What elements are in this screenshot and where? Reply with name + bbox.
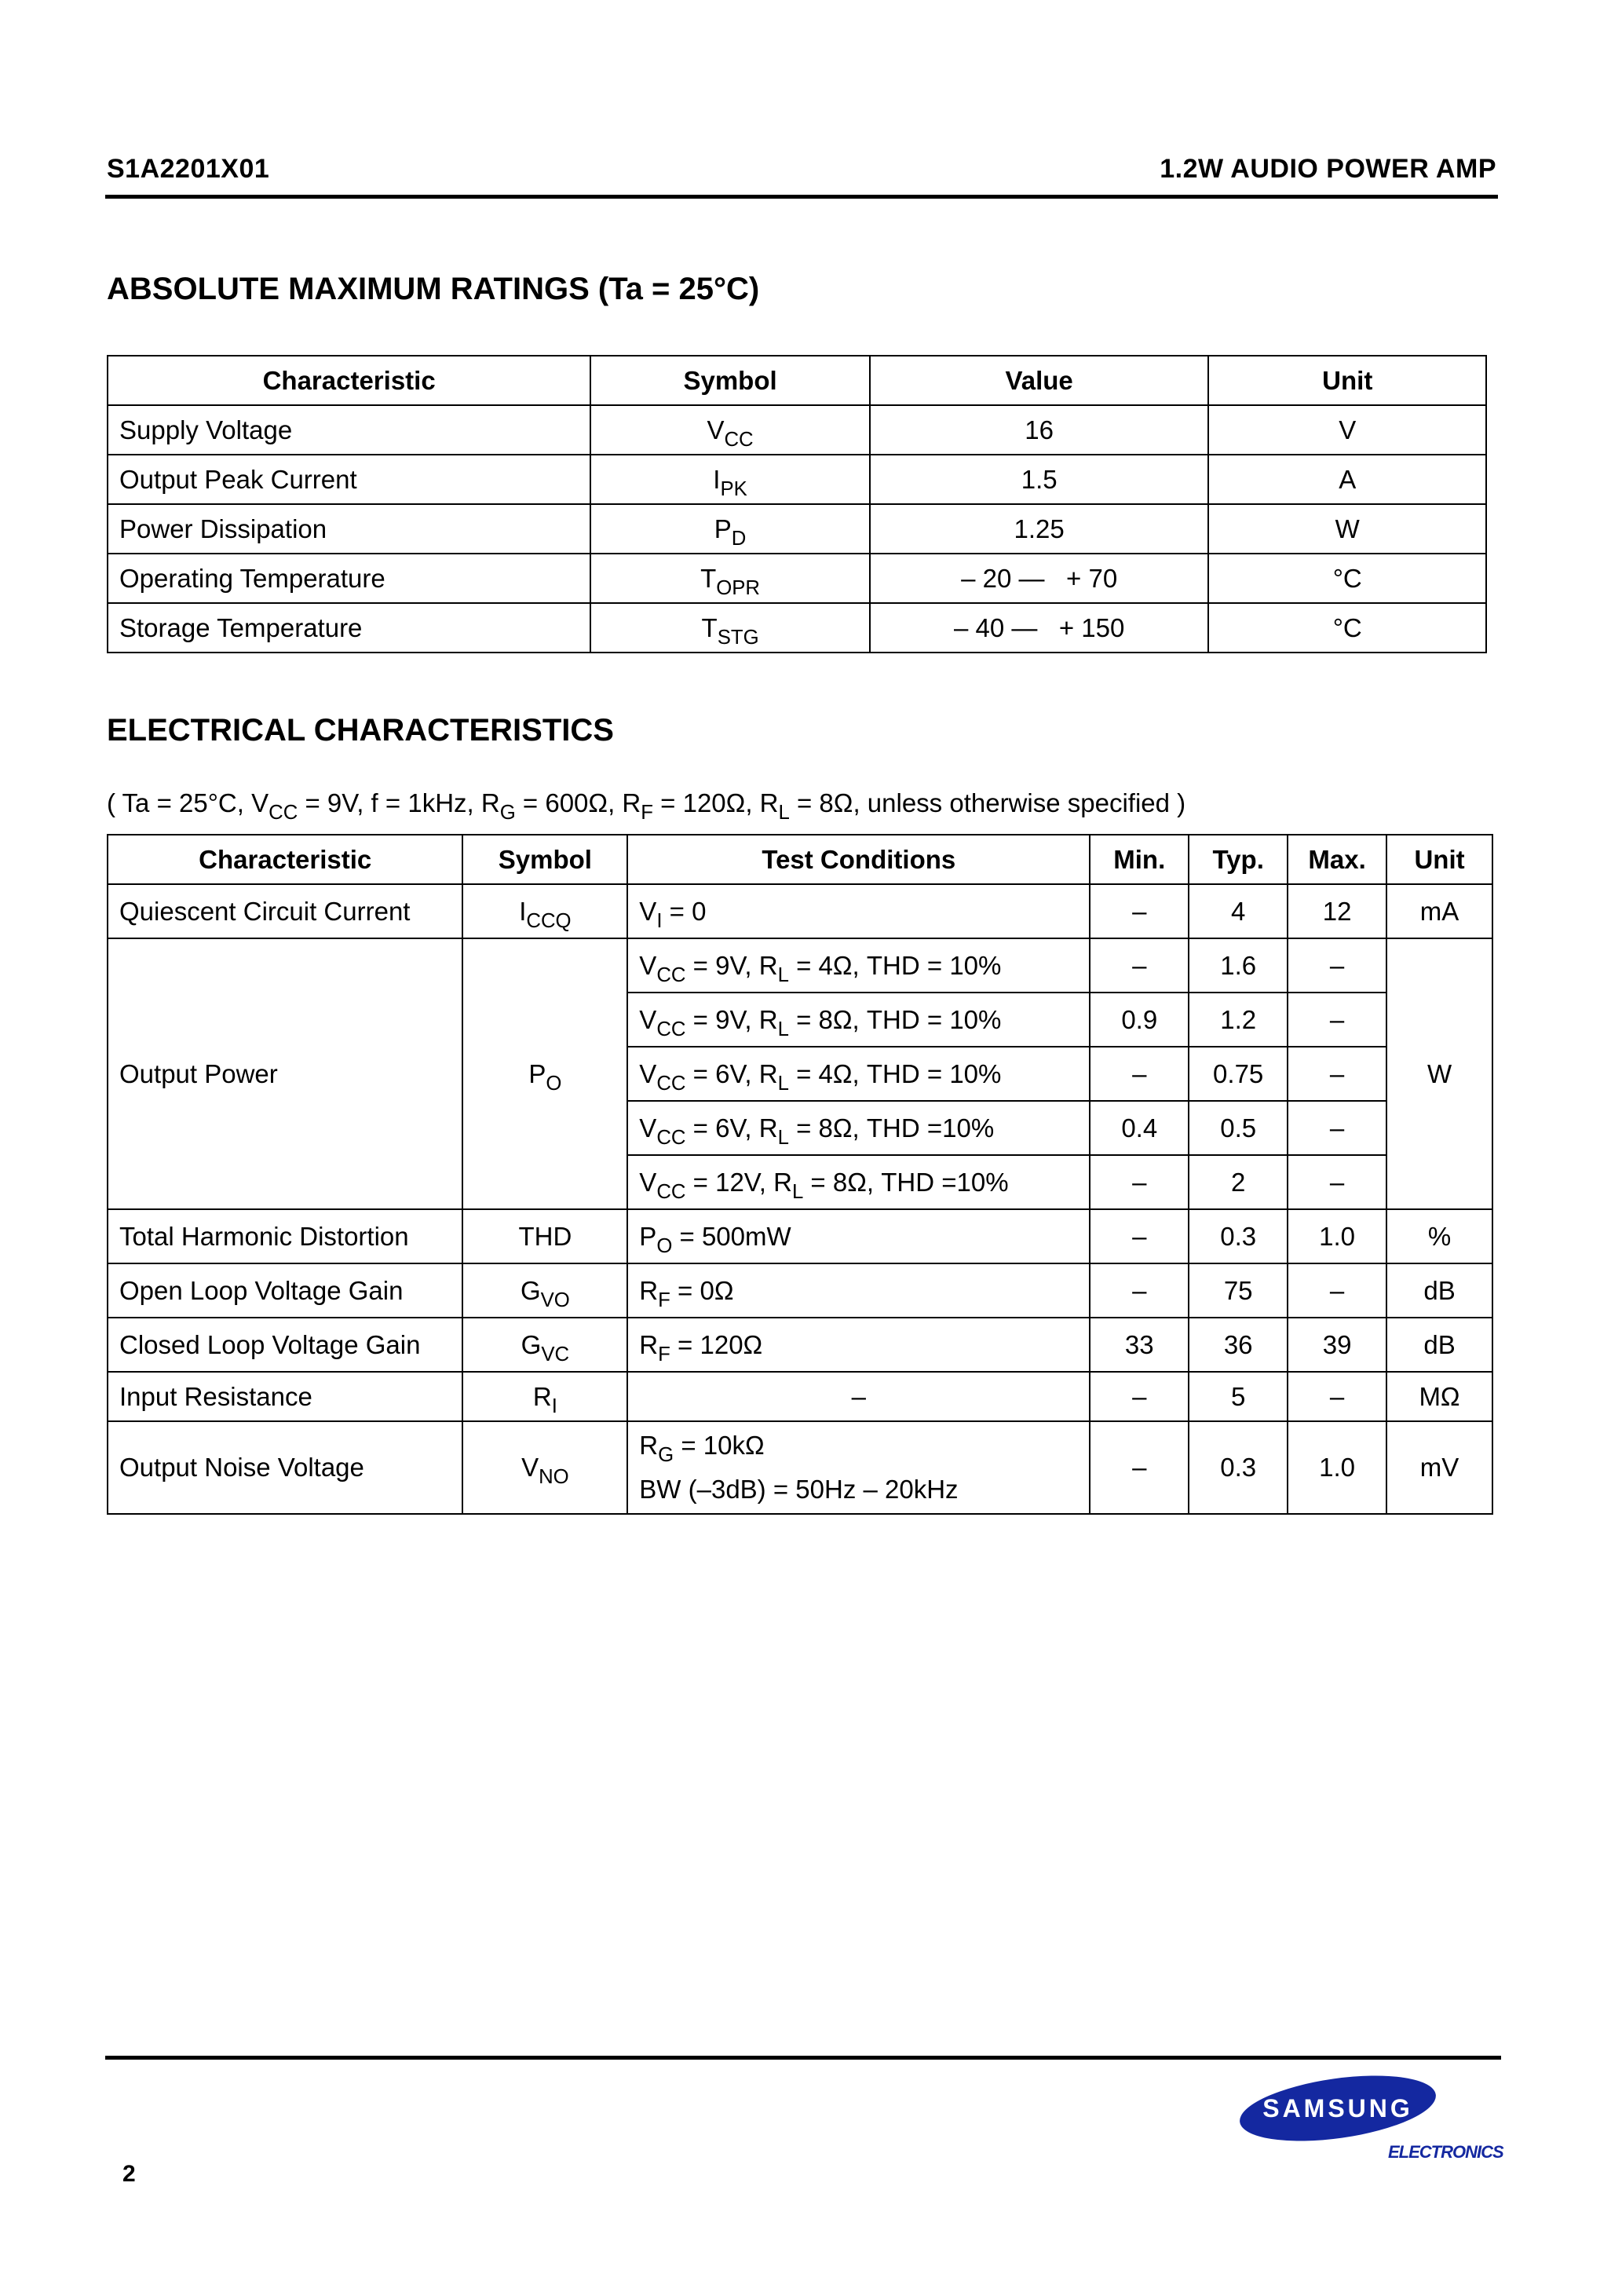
col-header: Characteristic [108,356,590,405]
max-cell: 1.0 [1288,1421,1386,1514]
symbol-main: R [532,1381,552,1411]
symbol-main: V [707,415,725,444]
cond-text: = 4Ω, THD = 10% [788,1058,1002,1088]
cond-text: = 12V, R [685,1167,792,1197]
symbol-main: T [701,612,718,642]
condition-cell [627,884,1090,938]
symbol-main: I [519,896,527,926]
symbol-cell: THD [462,1209,627,1263]
max-cell: – [1288,1047,1386,1101]
max-cell: – [1288,1263,1386,1318]
value-cell: 1.5 [870,455,1209,504]
logo-text: SAMSUNG [1262,2094,1413,2122]
logo-subtitle: ELECTRONICS [1388,2142,1503,2162]
col-header: Symbol [590,356,870,405]
characteristic-cell: Total Harmonic Distortion [108,1209,462,1263]
condition-cell: $V_{CC} = 9V$, $R_L = 4\Omega$, THD = 10% [627,938,1090,993]
max-cell: – [1288,993,1386,1047]
symbol-sub: I [551,1395,557,1417]
characteristic-cell: Output Noise Voltage [108,1421,462,1514]
min-cell: – [1090,1372,1189,1421]
max-cell: – [1288,1155,1386,1209]
min-cell: – [1090,884,1189,938]
cond-text: = 8Ω, THD =10% [788,1113,995,1143]
cond-sub: CC [269,802,298,824]
unit-cell: A [1208,455,1486,504]
table-row [108,554,1486,603]
table-row [108,1318,1492,1372]
table-row [108,603,1486,653]
table-header-row [108,356,1486,405]
cond-text: R [639,1431,659,1460]
cond-text: ( Ta = 25°C, V [107,788,269,817]
symbol-main: T [700,563,717,593]
unit-cell: W [1386,938,1492,1209]
col-header: Typ. [1189,835,1288,884]
unit-cell: °C [1208,554,1486,603]
col-header: Characteristic [108,835,462,884]
col-header: Max. [1288,835,1386,884]
table-row [108,405,1486,455]
table-row [108,884,1492,938]
table-row [108,1263,1492,1318]
symbol-cell [590,405,870,455]
symbol-sub: VC [541,1343,570,1366]
characteristic-cell: Closed Loop Voltage Gain [108,1318,462,1372]
symbol-sub: D [731,527,747,550]
cond-sub: G [658,1444,674,1466]
condition-cell [627,1318,1090,1372]
symbol-cell [462,938,627,1209]
symbol-sub: OPR [716,576,761,599]
symbol-cell [590,504,870,554]
value-cell: – 20 — + 70 [870,554,1209,603]
cond-text: = 9V, R [685,1004,778,1034]
condition-cell [627,1209,1090,1263]
symbol-sub: NO [539,1466,569,1488]
value-cell: 1.25 [870,504,1209,554]
header-rule [105,195,1498,199]
cond-text: = 8Ω, THD =10% [803,1167,1009,1197]
typ-cell: 0.3 [1189,1421,1288,1514]
typ-cell: 36 [1189,1318,1288,1372]
cond-sub: I [656,909,663,932]
col-header: Value [870,356,1209,405]
footer-rule [105,2056,1501,2060]
cond-text: = 10kΩ [674,1431,765,1460]
cond-text: = 600Ω, R [515,788,641,817]
symbol-cell [590,603,870,653]
symbol-main: G [520,1275,541,1305]
abs-max-title: ABSOLUTE MAXIMUM RATINGS (Ta = 25°C) [107,272,760,306]
characteristic-cell: Output Power [108,938,462,1209]
typ-cell: 4 [1189,884,1288,938]
unit-cell: mA [1386,884,1492,938]
cond-text: = 0 [662,896,707,926]
cond-line [639,1424,1078,1468]
unit-cell: V [1208,405,1486,455]
symbol-cell [462,884,627,938]
condition-cell: – [627,1372,1090,1421]
unit-cell: °C [1208,603,1486,653]
product-title: 1.2W AUDIO POWER AMP [1160,154,1496,184]
table-row [108,504,1486,554]
symbol-sub: CCQ [526,909,572,932]
min-cell: 0.4 [1090,1101,1189,1155]
min-cell: – [1090,1047,1189,1101]
unit-cell: MΩ [1386,1372,1492,1421]
characteristic-cell: Power Dissipation [108,504,590,554]
cond-sub: F [658,1343,670,1366]
value-cell: – 40 — + 150 [870,603,1209,653]
condition-cell: $V_{CC} = 12V$, $R_L = 8\Omega$, THD =10% [627,1155,1090,1209]
min-cell: – [1090,1263,1189,1318]
symbol-cell [462,1263,627,1318]
col-header: Min. [1090,835,1189,884]
table-row [108,1372,1492,1421]
cond-text: = 8Ω, unless otherwise specified ) [789,788,1186,817]
cond-sub: F [658,1289,670,1311]
cond-sub: O [656,1234,673,1257]
characteristic-cell: Quiescent Circuit Current [108,884,462,938]
cond-sub: G [499,802,516,824]
cond-text: V [639,896,657,926]
max-cell: – [1288,938,1386,993]
min-cell: – [1090,1421,1189,1514]
characteristic-cell: Output Peak Current [108,455,590,504]
unit-cell: % [1386,1209,1492,1263]
cond-text: = 0Ω [670,1275,734,1305]
max-cell: 12 [1288,884,1386,938]
table-row [108,1421,1492,1514]
symbol-sub: STG [717,626,759,649]
symbol-cell [462,1318,627,1372]
cond-text: = 120Ω [670,1329,763,1359]
condition-cell: $V_{CC} = 6V$, $R_L = 8\Omega$, THD =10% [627,1101,1090,1155]
page-number: 2 [122,2161,136,2187]
cond-text: R [639,1275,659,1305]
unit-cell: dB [1386,1263,1492,1318]
part-number: S1A2201X01 [107,154,270,184]
cond-text: = 9V, f = 1kHz, R [298,788,500,817]
table-row [108,938,1492,993]
cond-text: P [639,1221,657,1251]
min-cell: 0.9 [1090,993,1189,1047]
typ-cell: 75 [1189,1263,1288,1318]
symbol-main: G [521,1329,542,1359]
max-cell: 1.0 [1288,1209,1386,1263]
col-header: Symbol [462,835,627,884]
abs-max-table [107,355,1487,653]
symbol-sub: CC [724,428,754,451]
unit-cell: dB [1386,1318,1492,1372]
typ-cell: 0.5 [1189,1101,1288,1155]
characteristic-cell: Open Loop Voltage Gain [108,1263,462,1318]
typ-cell: 1.2 [1189,993,1288,1047]
symbol-cell [590,455,870,504]
col-header: Test Conditions [627,835,1090,884]
cond-sub: F [641,802,653,824]
table-row [108,455,1486,504]
symbol-sub: PK [720,477,747,500]
cond-text: = 6V, R [685,1113,778,1143]
samsung-logo [1236,2073,1440,2148]
cond-text: = 9V, R [685,950,778,980]
cond-text: = 4Ω, THD = 10% [788,950,1002,980]
symbol-cell [590,554,870,603]
unit-cell: mV [1386,1421,1492,1514]
typ-cell: 1.6 [1189,938,1288,993]
symbol-sub: VO [540,1289,570,1311]
characteristic-cell: Supply Voltage [108,405,590,455]
condition-cell: $V_{CC} = 6V$, $R_L = 4\Omega$, THD = 10% [627,1047,1090,1101]
test-conditions-note [107,788,1186,824]
condition-cell [627,1263,1090,1318]
typ-cell: 0.75 [1189,1047,1288,1101]
elec-title: ELECTRICAL CHARACTERISTICS [107,713,614,748]
table-header-row [108,835,1492,884]
max-cell: – [1288,1101,1386,1155]
col-header: Unit [1208,356,1486,405]
typ-cell: 0.3 [1189,1209,1288,1263]
characteristic-cell: Operating Temperature [108,554,590,603]
max-cell: 39 [1288,1318,1386,1372]
condition-cell [627,1421,1090,1514]
value-cell: 16 [870,405,1209,455]
symbol-main: P [714,514,732,543]
cond-text: = 6V, R [685,1058,778,1088]
condition-cell: $V_{CC} = 9V$, $R_L = 8\Omega$, THD = 10% [627,993,1090,1047]
col-header: Unit [1386,835,1492,884]
electrical-table [107,834,1493,1515]
symbol-cell [462,1421,627,1514]
cond-text: = 120Ω, R [652,788,779,817]
cond-text: = 500mW [672,1221,791,1251]
cond-sub: L [778,802,790,824]
symbol-cell [462,1372,627,1421]
symbol-main: I [713,464,721,494]
typ-cell: 2 [1189,1155,1288,1209]
characteristic-cell: Input Resistance [108,1372,462,1421]
min-cell: 33 [1090,1318,1189,1372]
characteristic-cell: Storage Temperature [108,603,590,653]
symbol-main: V [521,1453,539,1482]
max-cell: – [1288,1372,1386,1421]
cond-line: BW (–3dB) = 50Hz – 20kHz [639,1475,959,1504]
min-cell: – [1090,938,1189,993]
typ-cell: 5 [1189,1372,1288,1421]
min-cell: – [1090,1209,1189,1263]
cond-text: R [639,1329,659,1359]
unit-cell: W [1208,504,1486,554]
min-cell: – [1090,1155,1189,1209]
table-row [108,1209,1492,1263]
symbol-main: P [528,1058,546,1088]
symbol-sub: O [546,1072,562,1095]
cond-text: = 8Ω, THD = 10% [788,1004,1002,1034]
